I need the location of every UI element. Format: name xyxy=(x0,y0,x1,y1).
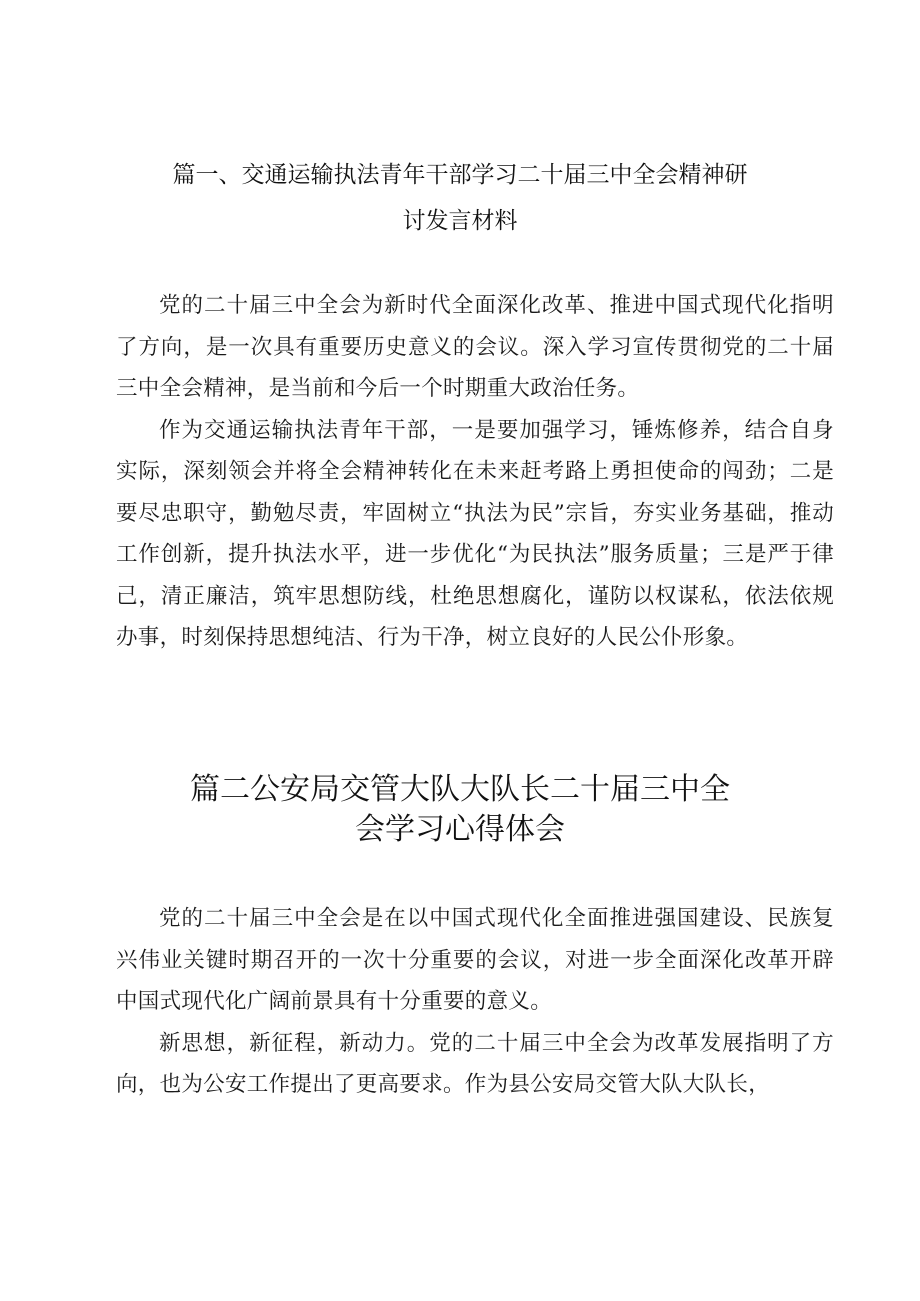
section1-paragraph-1: 党的二十届三中全会为新时代全面深化改革、推进中国式现代化指明了方向，是一次具有重要历史意义的会议。深入学习宣传贯彻党的二十届三中全会精神，是当前和今后一个时期重大政治任务。 xyxy=(116,293,834,401)
section1-body xyxy=(116,285,834,659)
section2-title-line1: 篇二公安局交管大队大队长二十届三中全 xyxy=(190,772,730,807)
section2-paragraph-2: 新思想，新征程，新动力。党的二十届三中全会为改革发展指明了方向，也为公安工作提出了更高要求。作为县公安局交管大队大队长， xyxy=(116,1030,834,1097)
section1-paragraph-2: 作为交通运输执法青年干部，一是要加强学习，锤炼修养，结合自身实际，深刻领会并将全会精神转化在未来赶考路上勇担使命的闯劲；二是要尽忠职守，勤勉尽责，牢固树立“执法为民”宗旨，夯实业务基础，推动工作创新，提升执法水平，进一步优化“为民执法”服务质量；三是严于律己，清正廉洁，筑牢思想防线，杜绝思想腐化，谨防以权谋私，依法依规办事，时刻保持思想纯洁、行为干净，树立良好的人民公仆形象。 xyxy=(116,417,834,650)
section1-title xyxy=(110,152,810,244)
section2-body xyxy=(116,898,834,1106)
section1-title-line1: 篇一、交通运输执法青年干部学习二十届三中全会精神研 xyxy=(172,162,748,188)
section2-title xyxy=(110,770,810,850)
section2-paragraph-1: 党的二十届三中全会是在以中国式现代化全面推进强国建设、民族复兴伟业关键时期召开的一次十分重要的会议，对进一步全面深化改革开辟中国式现代化广阔前景具有十分重要的意义。 xyxy=(116,906,834,1014)
section2-title-line2: 会学习心得体会 xyxy=(355,812,565,847)
section1-title-line2: 讨发言材料 xyxy=(402,208,518,234)
